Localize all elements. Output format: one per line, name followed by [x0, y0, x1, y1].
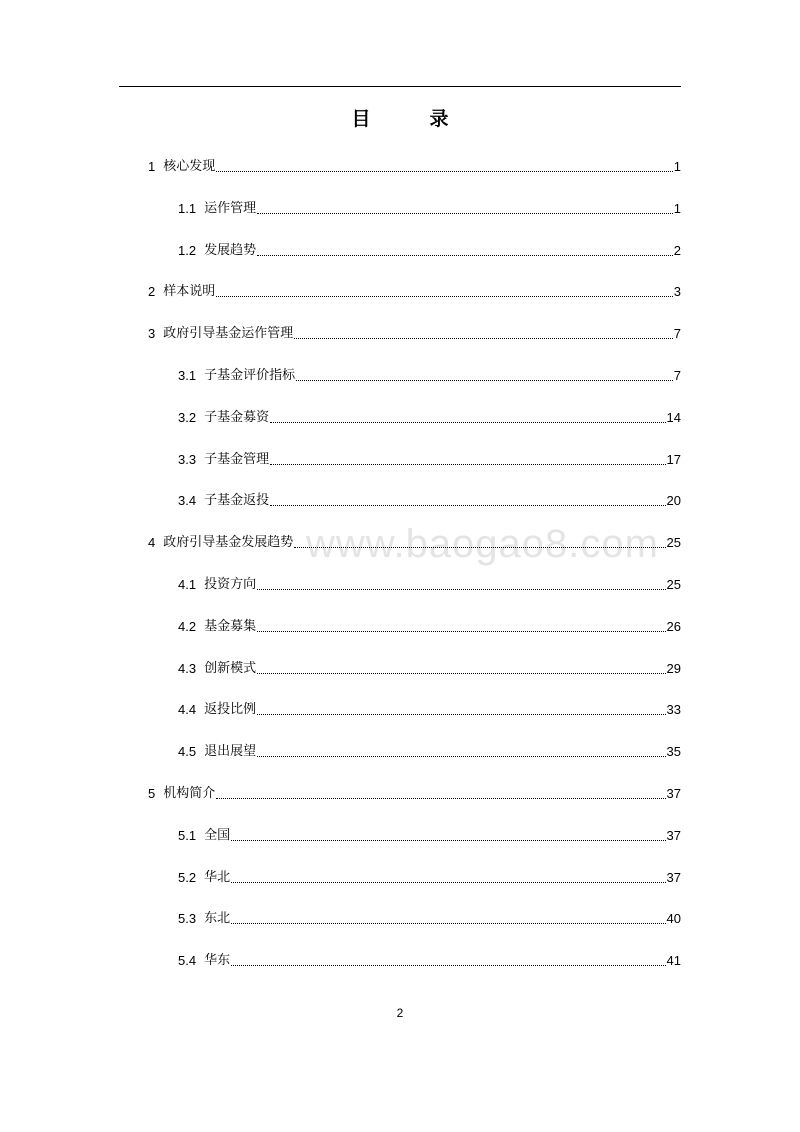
toc-entry-title: 政府引导基金运作管理 [163, 326, 294, 342]
toc-entry-page: 37 [666, 786, 681, 801]
toc-entry-number: 3 [148, 326, 156, 342]
toc-dot-leader [216, 171, 673, 172]
toc-entry-number: 4.1 [178, 577, 197, 592]
toc-entry[interactable] [178, 240, 681, 260]
toc-entry[interactable] [178, 574, 681, 594]
toc-entry-number: 4.5 [178, 744, 197, 760]
toc-entry-title: 全国 [204, 827, 231, 843]
toc-entry-page: 3 [673, 284, 681, 300]
toc-entry-page: 14 [666, 409, 681, 425]
toc-entry-page: 20 [666, 493, 681, 509]
toc-entry-number: 3.4 [178, 493, 197, 509]
toc-entry[interactable] [148, 156, 681, 176]
toc-dot-leader [257, 213, 673, 214]
toc-entry-number: 5 [148, 786, 156, 801]
toc-entry[interactable] [178, 658, 681, 678]
toc-entry[interactable] [178, 449, 681, 469]
toc-entry-page: 41 [666, 953, 681, 969]
toc-entry-page: 7 [673, 326, 681, 342]
toc-entry[interactable] [178, 741, 681, 761]
toc-entry-title: 返投比例 [204, 702, 257, 718]
toc-dot-leader [231, 882, 665, 883]
toc-entry-page: 35 [666, 744, 681, 760]
toc-entry-number: 4.2 [178, 618, 197, 634]
toc-entry-page: 29 [666, 660, 681, 676]
toc-entry[interactable] [178, 198, 681, 218]
toc-entry[interactable] [148, 783, 681, 803]
toc-entry-page: 25 [666, 535, 681, 551]
toc-dot-leader [216, 296, 673, 297]
toc-entry-number: 4.3 [178, 660, 197, 676]
toc-dot-leader [257, 255, 673, 256]
toc-entry-number: 5.1 [178, 827, 197, 843]
toc-entry[interactable] [178, 490, 681, 510]
toc-entry-title: 机构简介 [163, 786, 216, 801]
toc-entry-number: 1.1 [178, 200, 197, 216]
toc-entry-number: 4.4 [178, 702, 197, 718]
toc-dot-leader [257, 756, 665, 757]
toc-dot-leader [257, 589, 665, 590]
toc-dot-leader [270, 464, 665, 465]
toc-entry-title: 创新模式 [204, 660, 257, 676]
toc-dot-leader [294, 547, 665, 548]
toc-entry-title: 政府引导基金发展趋势 [163, 535, 294, 551]
toc-entry-number: 3.2 [178, 409, 197, 425]
toc-dot-leader [296, 380, 673, 381]
toc-entry-title: 样本说明 [163, 284, 216, 300]
toc-entry-page: 17 [666, 451, 681, 467]
toc-entry[interactable] [178, 908, 681, 928]
toc-dot-leader [231, 965, 665, 966]
toc-dot-leader [257, 673, 665, 674]
toc-entry-title: 投资方向 [204, 577, 257, 592]
toc-entry-title: 基金募集 [204, 618, 257, 634]
toc-entry-page: 40 [666, 911, 681, 927]
page-number: 2 [396, 1006, 404, 1020]
toc-entry-title: 子基金管理 [204, 451, 270, 467]
toc-entry-title: 华东 [204, 953, 231, 969]
toc-entry-page: 37 [666, 827, 681, 843]
toc-entry-title: 运作管理 [204, 200, 257, 216]
toc-entry[interactable] [178, 407, 681, 427]
toc-dot-leader [294, 338, 673, 339]
toc-entry-title: 华北 [204, 869, 231, 885]
watermark: www.baogao8.com [306, 522, 659, 566]
toc-dot-leader [270, 505, 665, 506]
toc-entry[interactable] [178, 616, 681, 636]
toc-entry-number: 5.3 [178, 911, 197, 927]
toc-entry[interactable] [148, 532, 681, 552]
toc-entry[interactable] [148, 281, 681, 301]
toc-entry-title: 核心发现 [163, 159, 216, 174]
toc-entry-number: 5.4 [178, 953, 197, 969]
toc-entry[interactable] [178, 699, 681, 719]
toc-entry[interactable] [178, 365, 681, 385]
toc-dot-leader [257, 631, 665, 632]
toc-entry-page: 1 [673, 159, 681, 174]
toc-entry[interactable] [178, 950, 681, 970]
toc-entry-number: 1.2 [178, 242, 197, 258]
toc-dot-leader [270, 422, 665, 423]
toc-entry-page: 1 [673, 200, 681, 216]
toc-entry[interactable] [178, 867, 681, 887]
toc-entry-number: 1 [148, 159, 156, 174]
toc-entry-page: 26 [666, 618, 681, 634]
toc-entry-number: 3.1 [178, 368, 197, 383]
toc-entry-title: 子基金募资 [204, 409, 270, 425]
toc-entry-page: 37 [666, 869, 681, 885]
toc-entry[interactable] [148, 323, 681, 343]
toc-entry-page: 33 [666, 702, 681, 718]
toc-entry-title: 东北 [204, 911, 231, 927]
toc-dot-leader [231, 923, 665, 924]
toc-entry-page: 7 [673, 368, 681, 383]
toc-entry-number: 2 [148, 284, 156, 300]
toc-dot-leader [257, 714, 665, 715]
toc-entry-number: 5.2 [178, 869, 197, 885]
toc-title: 目 录 [351, 108, 469, 130]
toc-entry-page: 2 [673, 242, 681, 258]
toc-entry-number: 4 [148, 535, 156, 551]
toc-dot-leader [231, 840, 665, 841]
toc-entry-title: 子基金返投 [204, 493, 270, 509]
toc-entry-title: 发展趋势 [204, 242, 257, 258]
toc-entry-page: 25 [666, 577, 681, 592]
toc-entry-title: 子基金评价指标 [204, 368, 296, 383]
toc-entry[interactable] [178, 825, 681, 845]
toc-entry-number: 3.3 [178, 451, 197, 467]
toc-dot-leader [216, 798, 665, 799]
toc-entry-title: 退出展望 [204, 744, 257, 760]
